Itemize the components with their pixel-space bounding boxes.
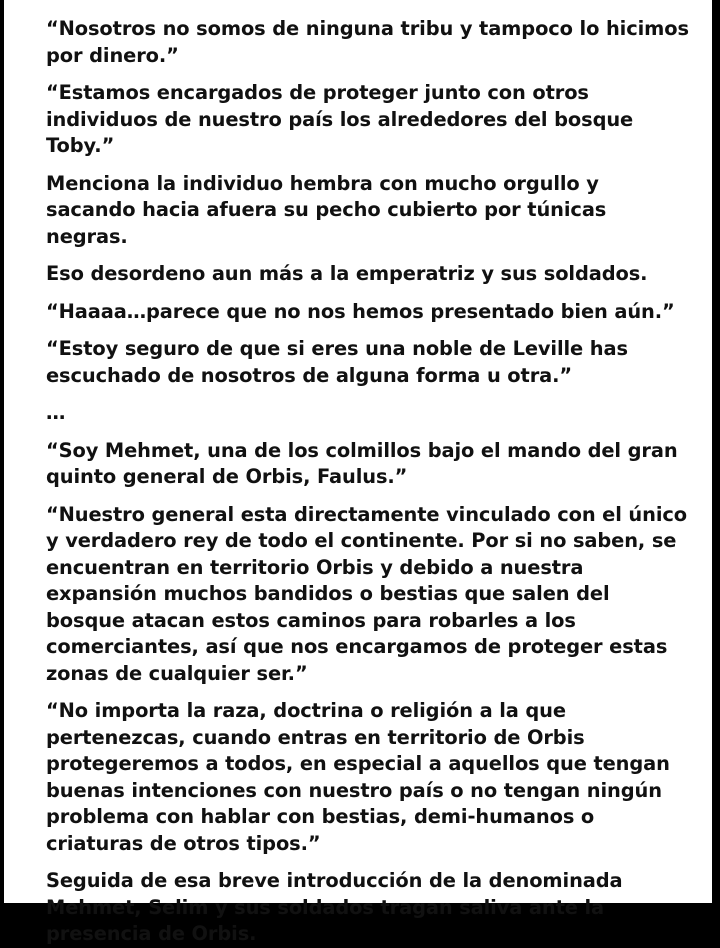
paragraph-2: “Estamos encargados de proteger junto con otros individuos de nuestro país los alrededores del bosque Toby.” [46, 81, 634, 157]
paragraph-8: “Soy Mehmet, una de los colmillos bajo el mando del gran quinto general de Orbis, Faulus.” [46, 438, 678, 488]
paragraph-9: “Nuestro general esta directamente vinculado con el único y verdadero rey de todo el continente. Por si no saben, se encuentran en territorio Orbis y debido a nuestra expansión muchos bandidos o bestias que salen del bosque atacan estos caminos para robarles a los comerciantes, así que nos encargamos de proteger estas zonas de cualquier ser.” [46, 502, 687, 685]
paragraph-3: Menciona la individuo hembra con mucho orgullo y sacando hacia afuera su pecho cubierto por túnicas negras. [46, 171, 607, 248]
paragraph-11: Seguida de esa breve introducción de la denominada Mehmet, Selim y sus soldados tragan saliva ante la presencia de Orbis. [46, 869, 623, 945]
paragraph-4: Eso desordeno aun más a la emperatriz y sus soldados. [46, 262, 648, 285]
paragraph-5: “Haaaa…parece que no nos hemos presentado bien aún.” [46, 299, 675, 323]
paragraph-ellipsis: … [46, 401, 66, 424]
paragraph-1: “Nosotros no somos de ninguna tribu y tampoco lo hicimos por dinero.” [46, 17, 689, 67]
paragraph-10: “No importa la raza, doctrina o religión a la que pertenezcas, cuando entras en territorio de Orbis protegeremos a todos, en especial a aquellos que tengan buenas intenciones con nuestro país o no tengan ningún problema con hablar con bestias, demi-humanos o criaturas de otros tipos.” [46, 699, 670, 855]
paragraph-6: “Estoy seguro de que si eres una noble de Leville has escuchado de nosotros de alguna forma u otra.” [46, 337, 628, 387]
document-page [4, 0, 712, 945]
